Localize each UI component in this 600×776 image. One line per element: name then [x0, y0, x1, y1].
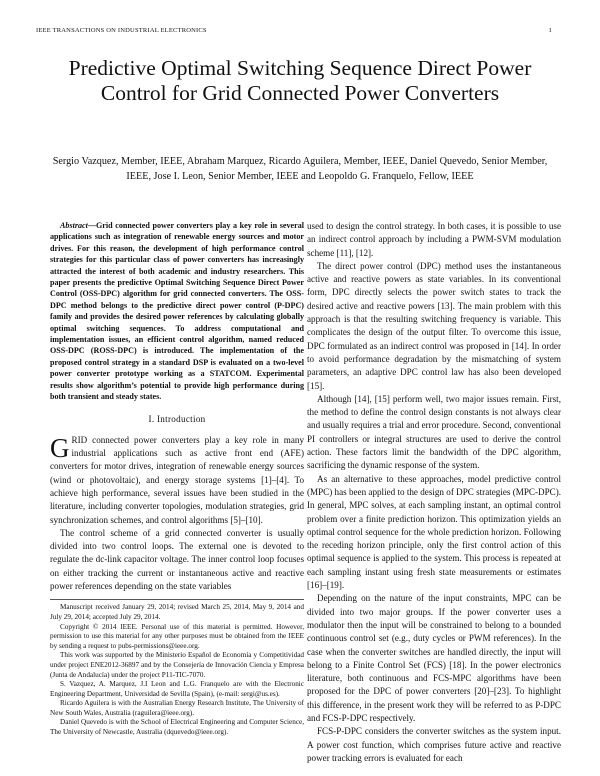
right-column: [307, 220, 561, 765]
body-paragraph: Depending on the nature of the input constraints, MPC can be divided into two major groups. If the power converter uses a modulator then the input will be constrained to belong to a bounded continuous control set (e.g., duty cycles or PWM references). In the case when the converter switches are handled directly, the input will belong to a Finite Control Set (FCS) [18]. In the power electronics literature, both continuous and FCS-MPC algorithms have been proposed for the DPC of power converters [20]–[23]. To highlight this difference, in the present work they will be referred to as P-DPC and FCS-P-DPC respectively.: [307, 593, 561, 723]
footnote: Manuscript received January 29, 2014; revised March 25, 2014, May 9, 2014 and July 29, 2014; accepted July 29, 2014.: [50, 603, 304, 621]
abstract-text: —Grid connected power converters play a key role in several applications such as integration of renewable energy sources and motor drives. For this reason, the development of high performance control strategies for this particular class of power converters has increasingly attracted the interest of both academic and industry researchers. This paper presents the predictive Optimal Switching Sequence Direct Power Control (OSS-DPC) algorithm for grid connected converters. The OSS-DPC method belongs to the predictive direct power control (P-DPC) family and provides the desired power references by calculating globally optimal switching sequences. To address computational and implementation issues, an efficient control algorithm, named reduced OSS-DPC (ROSS-DPC) is introduced. The implementation of the proposed control strategy in a standard DSP is evaluated on a two-level power converter prototype working as a STATCOM. Experimental results show algorithm’s potential to provide high performance during both transient and steady states.: [50, 221, 304, 402]
body-paragraph: used to design the control strategy. In both cases, it is possible to use an indirect control approach by including a PWM-SVM modulation scheme [11], [12].: [307, 221, 561, 258]
footnote: Copyright © 2014 IEEE. Personal use of this material is permitted. However, permission to use this material for any other purposes must be obtained from the IEEE by sending a request to pubs-permissions@ieee.org.: [50, 622, 304, 650]
body-paragraph: The direct power control (DPC) method uses the instantaneous active and reactive powers as state variables. In its conventional form, DPC directly selects the power switch states to track the desired active and reactive powers [13]. The main problem with this approach is that the resulting switching frequency is variable. This complicates the design of the output filter. To overcome this issue, DPC formulated as an indirect control was proposed in [14]. In order to avoid performance degradation by the mismatching of system parameters, an adaptive DPC control law has also been developed [15].: [307, 260, 561, 391]
abstract-label: Abstract: [60, 221, 88, 230]
paper-title: Predictive Optimal Switching Sequence Direct Power Control for Grid Connected Power Converters: [68, 56, 532, 105]
page-number: 1: [548, 27, 552, 34]
footnote: Ricardo Aguilera is with the Australian Energy Research Institute, The University of New South Wales, Australia (raguilera@ieee.org).: [50, 699, 304, 717]
running-header: [36, 27, 552, 34]
footnote: This work was supported by the Ministerio Español de Economía y Competitividad under project ENE2012-36897 and by the Consejería de Innovación Ciencia y Empresa (Junta de Andalucía) under the project P11-TIC-7070.: [50, 651, 304, 679]
intro-paragraph-2: The control scheme of a grid connected converter is usually divided into two control loops. The external one is devoted to regulate the dc-link capacitor voltage. The inner control loop focuses on either tracking the current or instantaneous active and reactive power references depending on the state variables: [50, 527, 304, 592]
author-list: Sergio Vazquez, Member, IEEE, Abraham Marquez, Ricardo Aguilera, Member, IEEE, Daniel Quevedo, Senior Member, IEEE, Jose I. Leon, Senior Member, IEEE and Leopoldo G. Franquelo, Fellow, IEEE: [52, 156, 548, 182]
body-paragraph: As an alternative to these approaches, model predictive control (MPC) has been applied to the design of DPC strategies (MPC-DPC). In general, MPC solves, at each sampling instant, an optimal control problem over a finite prediction horizon. This optimization yields an optimal control sequence for the whole prediction horizon. Following the receding horizon principle, only the first control action of this optimal sequence is applied to the system. This process is repeated at each sampling instant using fresh state measurements or estimates [16]–[19].: [307, 473, 561, 591]
abstract: [50, 220, 304, 403]
body-paragraph: Although [14], [15] perform well, two major issues remain. First, the method to define the control design constants is not always clear and usually requires a trial and error procedure. Second, conventional PI controllers or integral structures are used to derive the control action. These factors limit the bandwidth of the DPC algorithm, sacrificing the dynamic response of the system.: [307, 393, 561, 471]
drop-cap: G: [50, 432, 70, 463]
body-paragraph: FCS-P-DPC considers the converter switches as the system input. A power cost function, which comprises future active and reactive power tracking errors is evaluated for each: [307, 726, 561, 763]
intro-paragraph-1: [50, 434, 304, 527]
footnote-rule: [50, 599, 304, 600]
journal-name: IEEE TRANSACTIONS ON INDUSTRIAL ELECTRONICS: [36, 27, 207, 34]
left-column: [50, 220, 304, 738]
footnote: Daniel Quevedo is with the School of Electrical Engineering and Computer Science, The University of Newcastle, Australia (dquevedo@ieee.org).: [50, 718, 304, 737]
footnote: S. Vazquez, A. Marquez, J.I Leon and L.G. Franquelo are with the Electronic Engineering Department, Universidad de Sevilla (Spain), (e-mail: sergi@us.es).: [50, 680, 304, 698]
section-heading: I. Introduction: [148, 413, 206, 424]
intro-p1-text: RID connected power converters play a key role in many industrial applications such as active front end (AFE) converters for motor drives, integration of renewable energy sources (wind or photovoltaic), and energy storage systems [1]–[4]. To achieve high performance, several issues have been studied in the literature, including converter topologies, modulation strategies, grid synchronization schemes, and control algorithms [5]–[10].: [50, 434, 304, 525]
